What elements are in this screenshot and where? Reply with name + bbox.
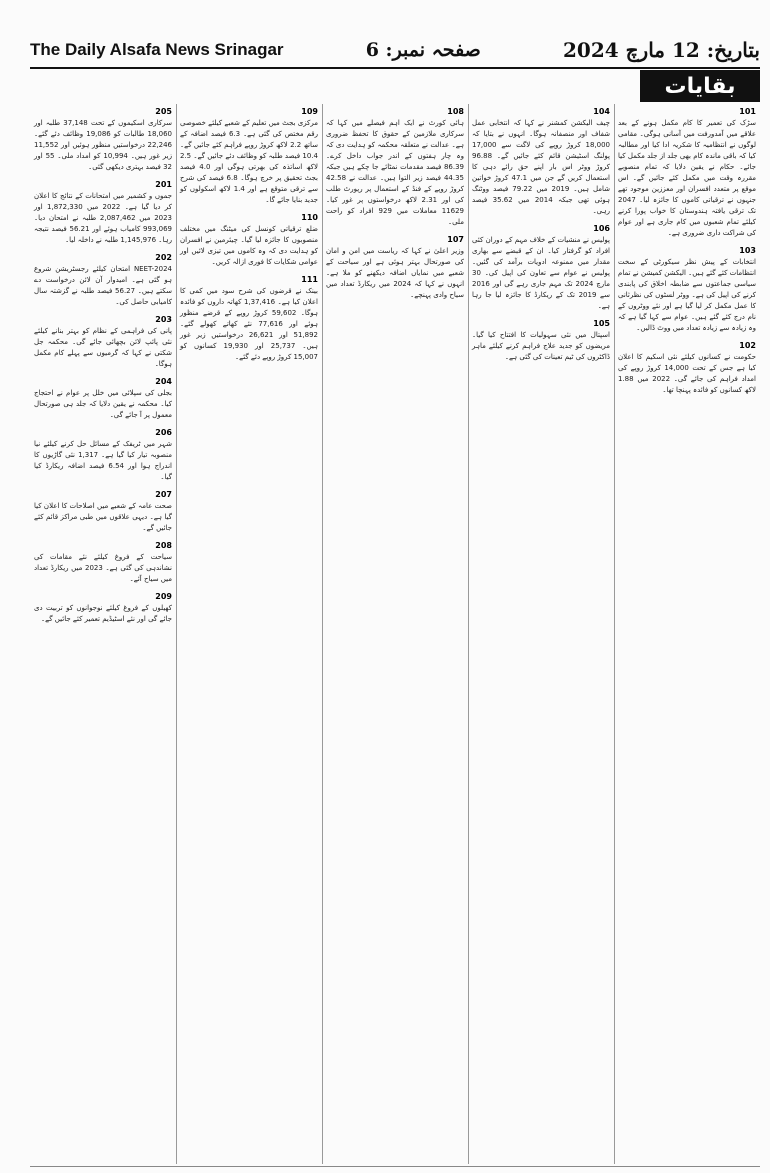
story-text: پانی کی فراہمی کے نظام کو بہتر بنانے کیلئے نئی پائپ لائن بچھائی جائے گی۔ محکمہ جل شکتی نے کہا کہ گرمیوں سے پہلے کام مکمل ہوگا۔ [34,327,172,368]
story-text: سرکاری اسکیموں کے تحت 37,148 طلبہ اور 18,060 طالبات کو 19,086 وظائف دئے گئے۔ 22,246 درخواستیں منظور ہوئیں اور 11,552 زیر غور ہیں۔ 10,994 کو امداد ملی۔ 55 اور 32 فیصد بہتری دیکھی گئی۔ [34,119,172,171]
story-text: جموں و کشمیر میں امتحانات کے نتائج کا اعلان کر دیا گیا ہے۔ 2022 میں 1,872,330 اور 2023 میں 2,087,462 طلبہ نے امتحان دیا۔ 993,069 کامیاب ہوئے اور 56.21 فیصد نتیجہ رہا۔ 1,145,976 طلبہ نے داخلہ لیا۔ [34,192,173,244]
section-title: بقایات [640,70,760,102]
story-number: 101 [739,107,756,116]
story [472,223,610,312]
story [34,106,172,173]
story-text: سڑک کی تعمیر کا کام مکمل ہونے کے بعد علاقے میں آمدورفت میں آسانی ہوگی۔ مقامی لوگوں نے انتظامیہ کا شکریہ ادا کیا اور مطالبہ کیا کہ باقی ماندہ کام بھی جلد از جلد مکمل کیا جائے۔ حکام نے یقین دلایا کہ تمام منصوبے مقررہ وقت میں مکمل کئے جائیں گے۔ اس موقع پر متعدد افسران اور معززین موجود تھے جنہوں نے ترقیاتی کاموں کا جائزہ لیا۔ 2047 تک ترقی یافتہ ہندوستان کا خواب پورا کرنے کیلئے تمام شعبوں میں کام جاری ہے اور عوام کی شراکت داری ضروری ہے۔ [618,119,756,237]
story-text: وزیر اعلیٰ نے کہا کہ ریاست میں امن و امان کی صورتحال بہتر ہوئی ہے اور سیاحت کے شعبے میں نمایاں اضافہ دیکھنے کو ملا ہے۔ انہوں نے کہا کہ 2024 میں ریکارڈ تعداد میں سیاح وادی پہنچے۔ [326,247,465,299]
bottom-rule [30,1166,760,1167]
story-number: 203 [155,315,172,324]
story-number: 109 [301,107,318,116]
column-2 [468,104,615,1164]
story-text: اسپتال میں نئی سہولیات کا افتتاح کیا گیا۔ مریضوں کو جدید علاج فراہم کرنے کیلئے ماہر ڈاکٹروں کی ٹیم تعینات کی گئی ہے۔ [472,331,610,361]
story-number: 107 [447,235,464,244]
story-number: 205 [155,107,172,116]
story-number: 209 [155,592,172,601]
story-number: 202 [155,253,172,262]
story [618,245,756,334]
story-number: 201 [155,180,172,189]
story [34,489,172,534]
story-number: 204 [155,377,172,386]
story-text: سیاحت کے فروغ کیلئے نئے مقامات کی نشاندہی کی گئی ہے۔ 2023 میں ریکارڈ تعداد میں سیاح آئے۔ [34,553,172,583]
story [472,106,610,217]
story [472,318,610,363]
story-text: بجلی کی سپلائی میں خلل پر عوام نے احتجاج کیا۔ محکمہ نے یقین دلایا کہ جلد ہی صورتحال معمول پر آ جائے گی۔ [34,389,172,419]
article-columns [30,104,760,1164]
newspaper-name: The Daily Alsafa News Srinagar [30,40,284,59]
story [326,106,464,228]
story-number: 110 [301,213,318,222]
story-text: مرکزی بجٹ میں تعلیم کے شعبے کیلئے خصوصی رقم مختص کی گئی ہے۔ 6.3 فیصد اضافہ کے ساتھ 2.2 لاکھ کروڑ روپے فراہم کئے جائیں گے۔ 10.4 فیصد طلبہ کو وظائف دئے جائیں گے۔ 2.5 لاکھ اساتذہ کی بھرتی ہوگی اور 4.0 فیصد بجٹ تحقیق پر خرچ ہوگا۔ 6.8 فیصد کی شرح سے ترقی متوقع ہے اور 1.4 لاکھ اسکولوں کو جدید بنایا جائے گا۔ [180,119,318,204]
story-number: 103 [739,246,756,255]
story-number: 104 [593,107,610,116]
story-text: شہر میں ٹریفک کے مسائل حل کرنے کیلئے نیا منصوبہ تیار کیا گیا ہے۔ 1,317 نئی گاڑیوں کا اندراج ہوا اور 6.54 فیصد اضافہ ریکارڈ کیا گیا۔ [34,440,172,481]
story [34,252,172,308]
column-1 [614,104,760,1164]
story [618,340,756,396]
story-text: انتخابات کے پیش نظر سیکورٹی کے سخت انتظامات کئے گئے ہیں۔ الیکشن کمیشن نے تمام سیاسی جماعتوں سے ضابطہ اخلاق کی پابندی کرنے کی اپیل کی ہے۔ ووٹر لسٹوں کی نظرثانی کا عمل مکمل کر لیا گیا ہے اور نئے ووٹروں کے نام درج کئے گئے ہیں۔ عوام سے کہا گیا ہے کہ وہ زیادہ سے زیادہ تعداد میں ووٹ ڈالیں۔ [618,258,756,332]
story-text: حکومت نے کسانوں کیلئے نئی اسکیم کا اعلان کیا ہے جس کے تحت 14,000 کروڑ روپے کی امداد فراہم کی جائے گی۔ 2022 میں 1.88 لاکھ کسانوں کو فائدہ پہنچا تھا۔ [618,353,757,394]
story [34,591,172,625]
story-text: ضلع ترقیاتی کونسل کی میٹنگ میں مختلف منصوبوں کا جائزہ لیا گیا۔ چیئرمین نے افسران کو ہدایت دی کہ وہ کاموں میں تیزی لائیں اور عوامی شکایات کا فوری ازالہ کریں۔ [180,225,318,266]
story-number: 108 [447,107,464,116]
story-text: NEET-2024 امتحان کیلئے رجسٹریشن شروع ہو گئی ہے۔ امیدوار آن لائن درخواست دے سکتے ہیں۔ 56.27 فیصد طلبہ نے گزشتہ سال کامیابی حاصل کی۔ [34,265,172,306]
story [34,314,172,370]
page-number: صفحہ نمبر: 6 [365,39,481,61]
story [180,106,318,206]
story [34,427,172,483]
story-number: 206 [155,428,172,437]
story-number: 111 [301,275,318,284]
story-text: پولیس نے منشیات کے خلاف مہم کے دوران کئی افراد کو گرفتار کیا۔ ان کے قبضے سے بھاری مقدار میں ممنوعہ ادویات برآمد کی گئیں۔ پولیس نے عوام سے تعاون کی اپیل کی۔ 30 مارچ 2024 تک مہم جاری رہے گی اور 2016 سے 2019 تک کے ریکارڈ کا جائزہ لیا جا رہا ہے۔ [472,236,610,310]
masthead [30,33,760,69]
column-3 [322,104,469,1164]
story [326,234,464,301]
story [34,540,172,585]
story [34,376,172,421]
column-4 [176,104,323,1164]
story [180,212,318,268]
story-text: ہائی کورٹ نے ایک اہم فیصلے میں کہا کہ سرکاری ملازمین کے حقوق کا تحفظ ضروری ہے۔ عدالت نے متعلقہ محکمہ کو ہدایت دی کہ وہ چار ہفتوں کے اندر جواب داخل کرے۔ 86.39 فیصد مقدمات نمٹائے جا چکے ہیں جبکہ 44.35 فیصد زیر التوا ہیں۔ عدالت نے 42.58 کروڑ روپے کے فنڈ کے استعمال پر رپورٹ طلب کی اور 2.31 لاکھ درخواستوں پر غور کیا۔ 11629 معاملات میں 929 افراد کو راحت ملی۔ [326,119,465,226]
story [34,179,172,246]
story-text: صحت عامہ کے شعبے میں اصلاحات کا اعلان کیا گیا ہے۔ دیہی علاقوں میں طبی مراکز قائم کئے جائیں گے۔ [34,502,172,532]
dateline: بتاریخ: 12 مارچ 2024 [562,38,760,62]
column-5 [30,104,177,1164]
story-number: 208 [155,541,172,550]
story-text: چیف الیکشن کمشنر نے کہا کہ انتخابی عمل شفاف اور منصفانہ ہوگا۔ انہوں نے بتایا کہ 18,000 کروڑ روپے کی لاگت سے 17,000 پولنگ اسٹیشن قائم کئے جائیں گے۔ 96.88 کروڑ ووٹر اس بار اپنے حق رائے دہی کا استعمال کریں گے جن میں 47.1 کروڑ خواتین شامل ہیں۔ 2019 میں 79.22 فیصد ووٹنگ ہوئی تھی جبکہ 2014 میں 35.62 فیصد رہی۔ [472,119,610,215]
story-number: 102 [739,341,756,350]
story-text: بینک نے قرضوں کی شرح سود میں کمی کا اعلان کیا ہے۔ 1,37,416 کھاتہ داروں کو فائدہ ہوگا۔ 59,602 کروڑ روپے کے قرضے منظور ہوئے اور 77,616 نئے کھاتے کھولے گئے۔ 51,892 اور 26,621 درخواستیں زیر غور ہیں۔ 25,737 اور 19,930 کسانوں کو 15,007 کروڑ روپے دئے گئے۔ [180,287,319,361]
story-number: 105 [593,319,610,328]
story [618,106,756,239]
story [180,274,318,363]
story-number: 207 [155,490,172,499]
story-number: 106 [593,224,610,233]
story-text: کھیلوں کے فروغ کیلئے نوجوانوں کو تربیت دی جائے گی اور نئے اسٹیڈیم تعمیر کئے جائیں گے۔ [34,604,172,623]
